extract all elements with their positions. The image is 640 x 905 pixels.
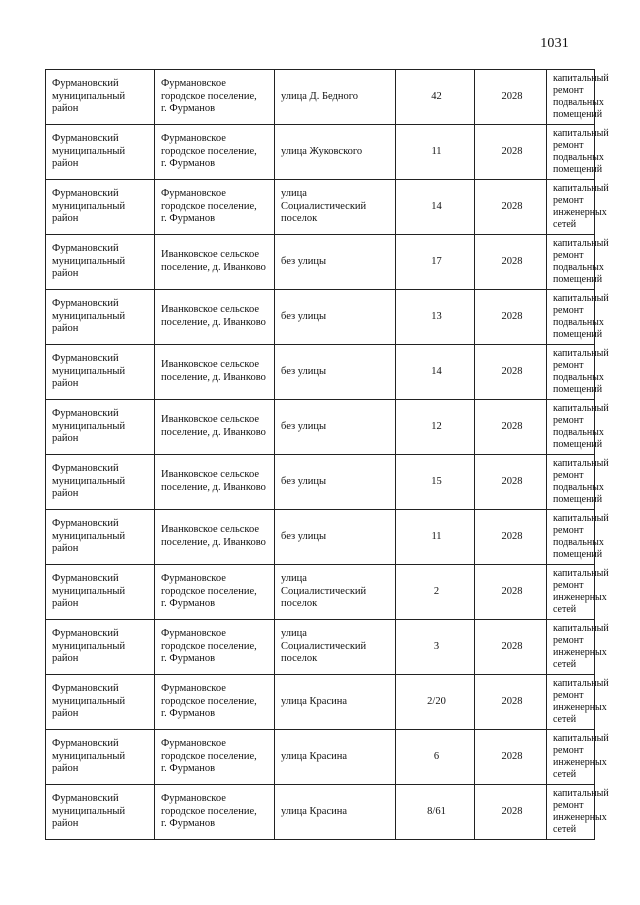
year-cell: 2028 xyxy=(475,675,547,730)
year-cell: 2028 xyxy=(475,730,547,785)
street-cell: без улицы xyxy=(275,290,396,345)
house-number-cell: 2 xyxy=(396,565,475,620)
street-cell: без улицы xyxy=(275,345,396,400)
settlement-cell: Фурмановское городское поселение, г. Фурманов xyxy=(155,730,275,785)
house-number-cell: 14 xyxy=(396,180,475,235)
street-cell: улица Социалистический поселок xyxy=(275,565,396,620)
house-number-cell: 2/20 xyxy=(396,675,475,730)
house-number-cell: 12 xyxy=(396,400,475,455)
settlement-cell: Иванковское сельское поселение, д. Иванково xyxy=(155,400,275,455)
work-type-cell: капитальный ремонт инженерных сетей xyxy=(547,180,595,235)
table-row xyxy=(46,70,595,125)
street-cell: улица Социалистический поселок xyxy=(275,180,396,235)
table-row xyxy=(46,290,595,345)
house-number-cell: 17 xyxy=(396,235,475,290)
work-type-cell: капитальный ремонт подвальных помещений xyxy=(547,510,595,565)
work-type-cell: капитальный ремонт подвальных помещений xyxy=(547,235,595,290)
work-type-cell: капитальный ремонт подвальных помещений xyxy=(547,125,595,180)
work-type-cell: капитальный ремонт инженерных сетей xyxy=(547,565,595,620)
work-type-cell: капитальный ремонт инженерных сетей xyxy=(547,785,595,840)
table-row xyxy=(46,400,595,455)
settlement-cell: Фурмановское городское поселение, г. Фурманов xyxy=(155,180,275,235)
page-number: 1031 xyxy=(540,36,569,51)
district-cell: Фурмановский муниципальный район xyxy=(46,785,155,840)
settlement-cell: Фурмановское городское поселение, г. Фурманов xyxy=(155,125,275,180)
house-number-cell: 15 xyxy=(396,455,475,510)
settlement-cell: Иванковское сельское поселение, д. Иванково xyxy=(155,345,275,400)
street-cell: улица Жуковского xyxy=(275,125,396,180)
year-cell: 2028 xyxy=(475,345,547,400)
year-cell: 2028 xyxy=(475,620,547,675)
table-row xyxy=(46,565,595,620)
repair-register-table xyxy=(45,69,609,840)
year-cell: 2028 xyxy=(475,235,547,290)
year-cell: 2028 xyxy=(475,290,547,345)
year-cell: 2028 xyxy=(475,510,547,565)
year-cell: 2028 xyxy=(475,565,547,620)
table-row xyxy=(46,510,595,565)
settlement-cell: Фурмановское городское поселение, г. Фурманов xyxy=(155,70,275,125)
district-cell: Фурмановский муниципальный район xyxy=(46,730,155,785)
table-row xyxy=(46,620,595,675)
year-cell: 2028 xyxy=(475,400,547,455)
work-type-cell: капитальный ремонт подвальных помещений xyxy=(547,70,595,125)
year-cell: 2028 xyxy=(475,70,547,125)
table-row xyxy=(46,125,595,180)
table-row xyxy=(46,785,595,840)
settlement-cell: Фурмановское городское поселение, г. Фурманов xyxy=(155,620,275,675)
work-type-cell: капитальный ремонт инженерных сетей xyxy=(547,675,595,730)
house-number-cell: 6 xyxy=(396,730,475,785)
street-cell: улица Красина xyxy=(275,730,396,785)
settlement-cell: Фурмановское городское поселение, г. Фурманов xyxy=(155,675,275,730)
district-cell: Фурмановский муниципальный район xyxy=(46,345,155,400)
settlement-cell: Иванковское сельское поселение, д. Иванково xyxy=(155,510,275,565)
street-cell: улица Красина xyxy=(275,785,396,840)
year-cell: 2028 xyxy=(475,180,547,235)
house-number-cell: 42 xyxy=(396,70,475,125)
house-number-cell: 3 xyxy=(396,620,475,675)
district-cell: Фурмановский муниципальный район xyxy=(46,290,155,345)
street-cell: улица Красина xyxy=(275,675,396,730)
work-type-cell: капитальный ремонт инженерных сетей xyxy=(547,620,595,675)
district-cell: Фурмановский муниципальный район xyxy=(46,565,155,620)
work-type-cell: капитальный ремонт подвальных помещений xyxy=(547,455,595,510)
street-cell: без улицы xyxy=(275,235,396,290)
district-cell: Фурмановский муниципальный район xyxy=(46,455,155,510)
street-cell: без улицы xyxy=(275,455,396,510)
table-row xyxy=(46,455,595,510)
district-cell: Фурмановский муниципальный район xyxy=(46,180,155,235)
district-cell: Фурмановский муниципальный район xyxy=(46,675,155,730)
district-cell: Фурмановский муниципальный район xyxy=(46,235,155,290)
table-row xyxy=(46,180,595,235)
year-cell: 2028 xyxy=(475,455,547,510)
work-type-cell: капитальный ремонт подвальных помещений xyxy=(547,345,595,400)
table-row xyxy=(46,675,595,730)
street-cell: без улицы xyxy=(275,510,396,565)
district-cell: Фурмановский муниципальный район xyxy=(46,70,155,125)
settlement-cell: Фурмановское городское поселение, г. Фурманов xyxy=(155,565,275,620)
year-cell: 2028 xyxy=(475,785,547,840)
table-row xyxy=(46,345,595,400)
table-row xyxy=(46,730,595,785)
settlement-cell: Иванковское сельское поселение, д. Иванково xyxy=(155,455,275,510)
street-cell: улица Д. Бедного xyxy=(275,70,396,125)
district-cell: Фурмановский муниципальный район xyxy=(46,620,155,675)
district-cell: Фурмановский муниципальный район xyxy=(46,125,155,180)
work-type-cell: капитальный ремонт подвальных помещений xyxy=(547,290,595,345)
district-cell: Фурмановский муниципальный район xyxy=(46,510,155,565)
house-number-cell: 13 xyxy=(396,290,475,345)
house-number-cell: 14 xyxy=(396,345,475,400)
work-type-cell: капитальный ремонт подвальных помещений xyxy=(547,400,595,455)
house-number-cell: 8/61 xyxy=(396,785,475,840)
street-cell: без улицы xyxy=(275,400,396,455)
table-row xyxy=(46,235,595,290)
table-body xyxy=(46,70,609,840)
settlement-cell: Фурмановское городское поселение, г. Фурманов xyxy=(155,785,275,840)
house-number-cell: 11 xyxy=(396,125,475,180)
year-cell: 2028 xyxy=(475,125,547,180)
work-type-cell: капитальный ремонт инженерных сетей xyxy=(547,730,595,785)
district-cell: Фурмановский муниципальный район xyxy=(46,400,155,455)
house-number-cell: 11 xyxy=(396,510,475,565)
street-cell: улица Социалистический поселок xyxy=(275,620,396,675)
settlement-cell: Иванковское сельское поселение, д. Иванково xyxy=(155,290,275,345)
settlement-cell: Иванковское сельское поселение, д. Иванково xyxy=(155,235,275,290)
